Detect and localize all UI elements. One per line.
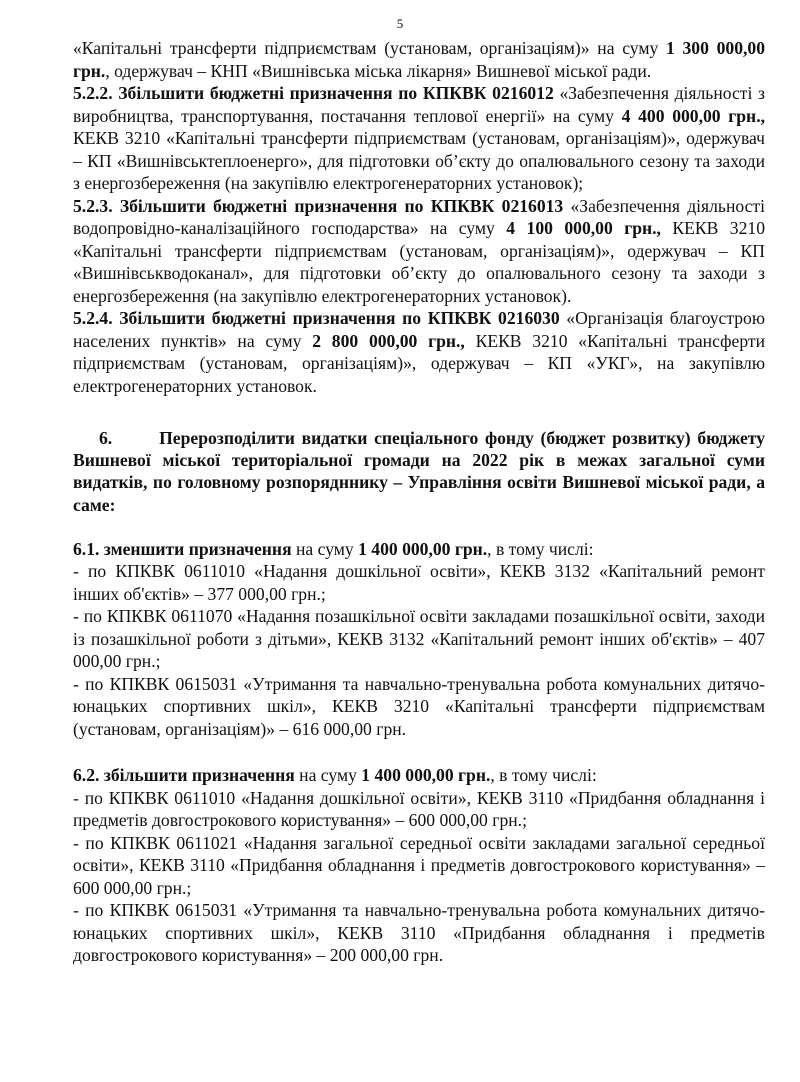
item-lead: 5.2.3. Збільшити бюджетні призначення по КПКВК 0216013	[73, 195, 564, 216]
section-6-number: 6.	[99, 428, 113, 448]
item-5-2-3	[73, 195, 765, 308]
intro-text-1: «Капітальні трансферти підприємствам (установам, організаціям)» на суму	[73, 38, 666, 58]
subsection-6-1-heading	[73, 538, 765, 561]
subsection-mid: на суму	[294, 765, 362, 786]
list-item: - по КПКВК 0611010 «Надання дошкільної освіти», КЕКВ 3132 «Капітальний ремонт інших об'єктів» – 377 000,00 грн.;	[73, 561, 765, 604]
item-lead: 5.2.4. Збільшити бюджетні призначення по КПКВК 0216030	[73, 308, 560, 328]
subsection-amount: 1 400 000,00 грн.	[358, 538, 488, 559]
item-amount: 2 800 000,00 грн.,	[312, 330, 465, 351]
item-amount: 4 100 000,00 грн.,	[506, 218, 661, 238]
subsection-tail: , в тому числі:	[490, 765, 597, 786]
list-item: - по КПКВК 0611010 «Надання дошкільної освіти», КЕКВ 3110 «Придбання обладнання і предметів довгострокового користування» – 600 000,00 грн.;	[73, 787, 765, 831]
list-item: - по КПКВК 0611070 «Надання позашкільної освіти закладами позашкільної освіти, заходи із позашкільної роботи з дітьми», КЕКВ 3132 «Капітальний ремонт інших об'єктів» – 407 000,00 грн.;	[73, 606, 765, 672]
item-text-1: «Забезпечення діяльності з виробництва, транспортування, постачання теплової енергії» на суму	[73, 83, 765, 126]
intro-amount: 1 300 000,00 грн.	[73, 38, 765, 81]
intro-paragraph	[73, 37, 765, 82]
list-item: - по КПКВК 0615031 «Утримання та навчально-тренувальна робота комунальних дитячо-юнацьких спортивних шкіл», КЕКВ 3110 «Придбання обладнання і предметів довгострокового користування» – 200 000,00 грн.	[73, 900, 765, 966]
subsection-lead: 6.1. зменшити призначення	[73, 538, 292, 559]
subsection-tail: , в тому числі:	[487, 538, 594, 559]
intro-text-2: , одержувач – КНП «Вишнівська міська лікарня» Вишневої міської ради.	[105, 60, 652, 81]
section-6-heading	[73, 427, 765, 516]
item-amount: 4 400 000,00 грн.,	[621, 105, 765, 126]
item-text-1: «Організація благоустрою населених пунктів» на суму	[73, 308, 765, 351]
section-6-text: Перерозподілити видатки спеціального фонду (бюджет розвитку) бюджету Вишневої міської територіальної громади на 2022 рік в межах загальної суми видатків, по головному розпорядннику – Управління освіти Вишневої міської ради, а саме:	[73, 428, 765, 515]
list-item: - по КПКВК 0615031 «Утримання та навчально-тренувальна робота комунальних дитячо-юнацьких спортивних шкіл», КЕКВ 3210 «Капітальні трансферти підприємствам (установам, організаціям)» – 616 000,00 грн.	[73, 673, 765, 739]
list-item: - по КПКВК 0611021 «Надання загальної середньої освіти закладами загальної середньої освіти», КЕКВ 3110 «Придбання обладнання і предметів довгострокового користування» – 600 000,00 грн.;	[73, 832, 765, 898]
document-body	[73, 37, 765, 967]
subsection-mid: на суму	[291, 538, 359, 559]
item-lead: 5.2.2. Збільшити бюджетні призначення по КПКВК 0216012	[73, 83, 554, 103]
subsection-amount: 1 400 000,00 грн.	[361, 765, 491, 786]
item-5-2-2	[73, 82, 765, 195]
item-text-2: КЕКВ 3210 «Капітальні трансферти підприємствам (установам, організаціям)», одержувач – КП «УКГ», на закупівлю електрогенераторних установок.	[73, 330, 765, 396]
page-number: 5	[396, 16, 404, 31]
item-5-2-4	[73, 307, 765, 397]
item-text-2: КЕКВ 3210 «Капітальні трансферти підприємствам (установам, організаціям)», одержувач – КП «Вишнівськводоканал», для підготовки об’єкту до опалювального сезону та заходи з енергозбереження (на закупівлю електрогенераторних установок).	[73, 218, 765, 306]
subsection-lead: 6.2. збільшити призначення	[73, 765, 295, 786]
item-text-1: «Забезпечення діяльності водопровідно-каналізаційного господарства» на суму	[73, 195, 765, 238]
item-text-2: КЕКВ 3210 «Капітальні трансферти підприємствам (установам, організаціям)», одержувач – КП «Вишнівськтеплоенерго», для підготовки об’єкту до опалювального сезону та заходи з енергозбереження (на закупівлю електрогенераторних установок);	[73, 128, 765, 193]
subsection-6-2-heading	[73, 764, 765, 787]
